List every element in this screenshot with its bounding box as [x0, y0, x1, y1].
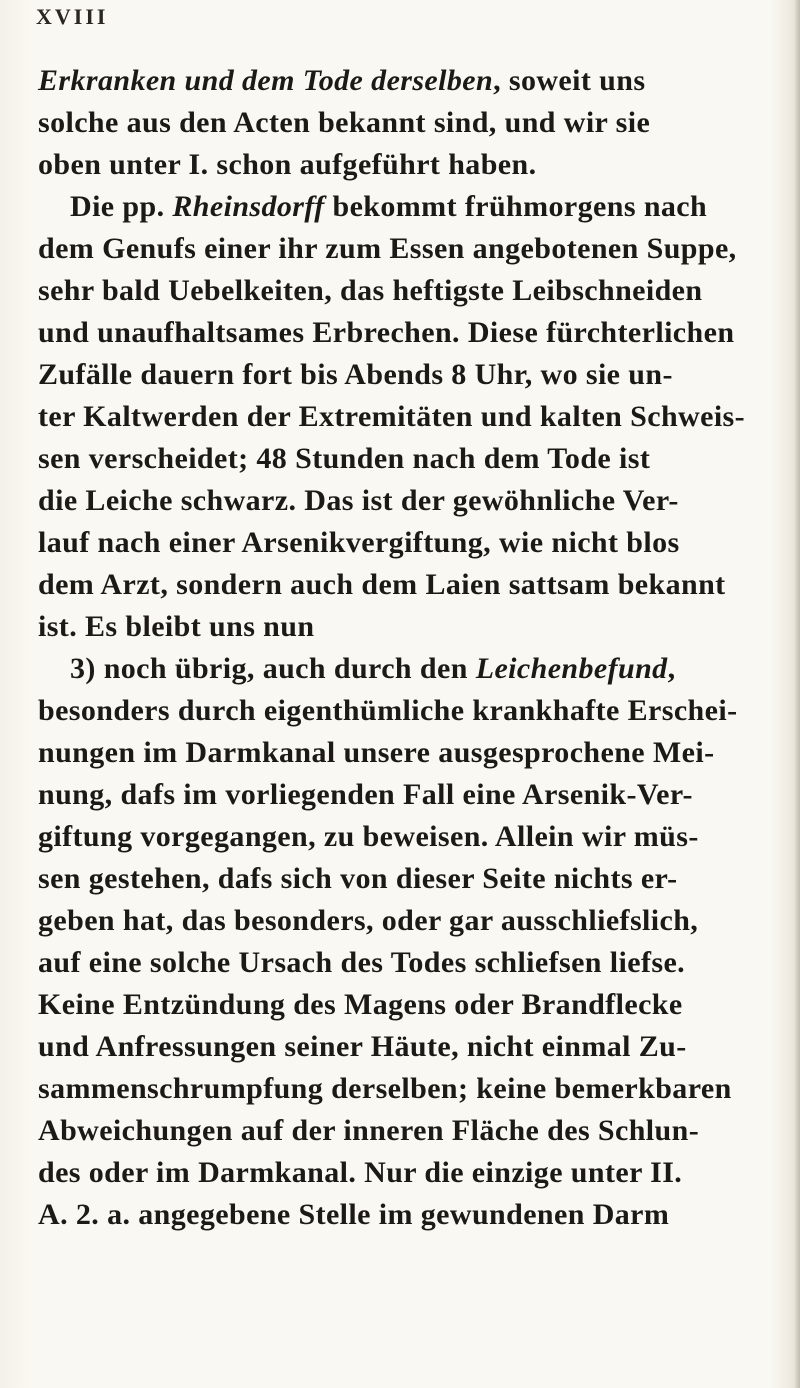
text-line: dem Arzt, sondern auch dem Laien sattsam bekannt: [38, 568, 726, 601]
text-line: dem Genufs einer ihr zum Essen angebotenen Suppe,: [38, 232, 737, 265]
text-line: giftung vorgegangen, zu beweisen. Allein wir müs-: [38, 820, 699, 853]
text-line: sen verscheidet; 48 Stunden nach dem Tode ist: [38, 442, 651, 475]
text-line: sen gestehen, dafs sich von dieser Seite nichts er-: [38, 862, 678, 895]
page-edge-shadow: [794, 0, 800, 1388]
text-line: Zufälle dauern fort bis Abends 8 Uhr, wo sie un-: [38, 358, 673, 391]
text-line: 3) noch übrig, auch durch den Leichenbefund,: [70, 652, 676, 685]
text-line: Erkranken und dem Tode derselben, soweit uns: [38, 64, 646, 97]
text-line: besonders durch eigenthümliche krankhafte Erschei-: [38, 694, 738, 727]
text-line: des oder im Darmkanal. Nur die einzige unter II.: [38, 1156, 683, 1189]
text-line: sammenschrumpfung derselben; keine bemerkbaren: [38, 1072, 732, 1105]
text-line: Abweichungen auf der inneren Fläche des Schlun-: [38, 1114, 700, 1147]
text-line: ter Kaltwerden der Extremitäten und kalten Schweis-: [38, 400, 746, 433]
text-line: nung, dafs im vorliegenden Fall eine Arsenik-Ver-: [38, 778, 693, 811]
text-line: und Anfressungen seiner Häute, nicht einmal Zu-: [38, 1030, 687, 1063]
page-number: XVIII: [36, 4, 109, 29]
text-line: die Leiche schwarz. Das ist der gewöhnliche Ver-: [38, 484, 679, 517]
text-line: Keine Entzündung des Magens oder Brandflecke: [38, 988, 683, 1021]
text-line: oben unter I. schon aufgeführt haben.: [38, 148, 537, 181]
text-line: lauf nach einer Arsenikvergiftung, wie nicht blos: [38, 526, 680, 559]
text-line: nungen im Darmkanal unsere ausgesprochene Mei-: [38, 736, 715, 769]
text-line: A. 2. a. angegebene Stelle im gewundenen Darm: [38, 1198, 670, 1231]
text-line: geben hat, das besonders, oder gar ausschliefslich,: [38, 904, 699, 937]
text-line: solche aus den Acten bekannt sind, und wir sie: [38, 106, 651, 139]
text-line: und unaufhaltsames Erbrechen. Diese fürchterlichen: [38, 316, 735, 349]
text-line: ist. Es bleibt uns nun: [38, 610, 315, 643]
text-line: sehr bald Uebelkeiten, das heftigste Leibschneiden: [38, 274, 703, 307]
text-line: Die pp. Rheinsdorff bekommt frühmorgens nach: [70, 190, 708, 223]
text-line: auf eine solche Ursach des Todes schliefsen liefse.: [38, 946, 686, 979]
